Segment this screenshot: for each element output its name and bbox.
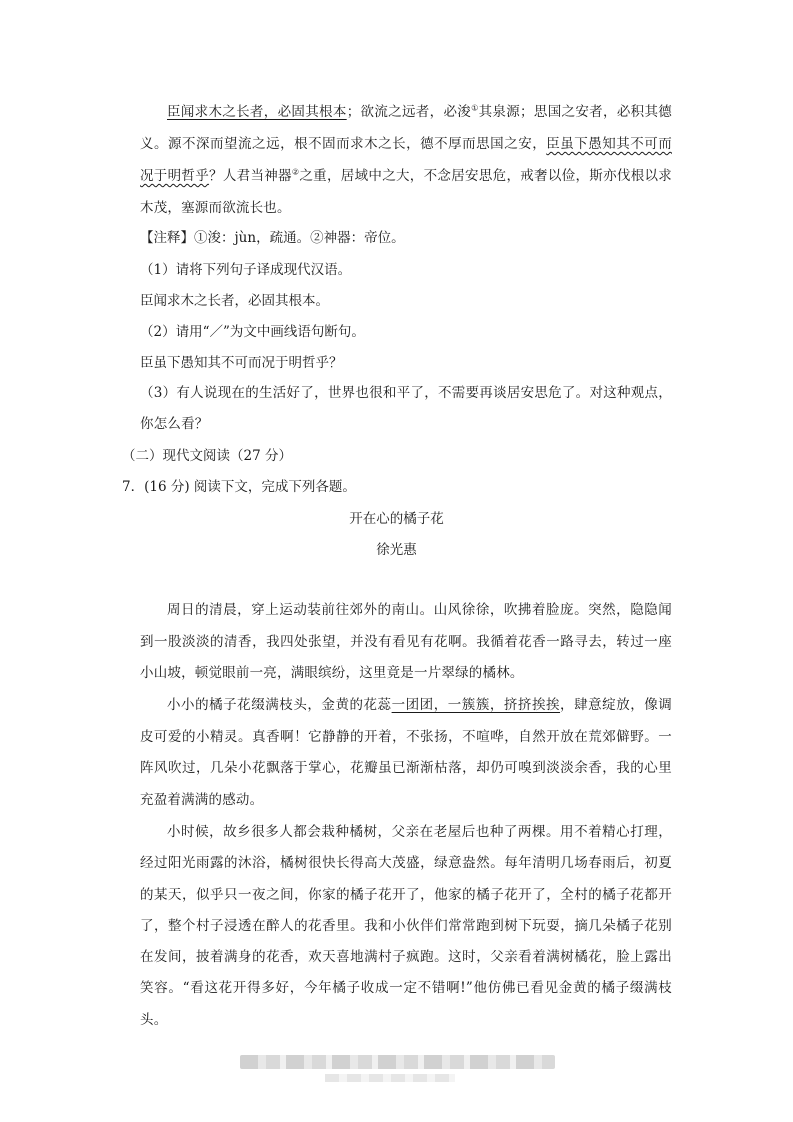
- question-7: 7．(16 分) 阅读下文，完成下列各题。: [122, 479, 356, 495]
- question-1: （1）请将下列句子译成现代汉语。: [140, 262, 352, 278]
- article-paragraph-3: 小时候，故乡很多人都会栽种橘树，父亲在老屋后也种了两棵。用不着精心打理，经过阳光雨露的沐浴，橘树很快长得高大茂盛，绿意盎然。每年清明几场春雨后，初夏的某天，似乎只一夜之间，你家的橘子花开了，他家的橘子花开了，全村的橘子花都开了，整个村子浸透在醉人的花香里。我和小伙伴们常常跑到树下玩耍，摘几朵橘子花别在发间，披着满身的花香，欢天喜地满村子疯跑。这时，父亲看着满树橘花，脸上露出笑容。“看这花开得多好，今年橘子收成一定不错啊!”他仿佛已看见金黄的橘子缀满枝头。: [140, 824, 672, 1028]
- annotation: 【注释】①浚：jùn，疏通。②神器：帝位。: [140, 230, 405, 246]
- wavy-underlined-sentence: 臣虽下愚知其不可而况于明哲乎: [140, 136, 672, 184]
- article-paragraph-2: [140, 690, 672, 816]
- question-3: （3）有人说现在的生活好了，世界也很和平了，不需要再谈居安思危了。对这种观点，你怎么看？: [140, 385, 672, 432]
- question-2-sentence: 臣虽下愚知其不可而况于明哲乎？: [140, 355, 343, 371]
- passage-text: 其泉源；思国之安者，必积其德义。源不深而望流之远，根不固而求木之长，德不厚而思国之安，: [140, 104, 672, 152]
- footnote-marker-2: ②: [291, 167, 300, 177]
- blurred-footer: [240, 1055, 555, 1069]
- underlined-sentence: 臣闻求木之长者，必固其根本: [167, 104, 347, 120]
- question-2: （2）请用“／”为文中画线语句断句。: [140, 324, 365, 340]
- paragraph-text: 小小的橘子花缀满枝头，金黄的花蕊: [167, 697, 392, 713]
- passage-text: 之重，居域中之大，不念居安思危，戒奢以俭，斯亦伐根以求木茂，塞源而欲流长也。: [140, 168, 673, 216]
- article-author: 徐光惠: [376, 542, 417, 558]
- question-1-sentence: 臣闻求木之长者，必固其根本。: [140, 293, 329, 309]
- article-title: 开在心的橘子花: [349, 511, 444, 527]
- article-paragraph-1: 周日的清晨，穿上运动装前往郊外的南山。山风徐徐，吹拂着脸庞。突然，隐隐闻到一股淡淡的清香，我四处张望，并没有看见有花啊。我循着花香一路寻去，转过一座小山坡，顿觉眼前一亮，满眼缤纷，这里竟是一片翠绿的橘林。: [140, 602, 672, 681]
- paragraph-text: ，肆意绽放，像调皮可爱的小精灵。真香啊！它静静的开着，不张扬，不喧哗，自然开放在荒郊僻野。一阵风吹过，几朵小花飘落于掌心，花瓣虽已渐渐枯落，却仍可嗅到淡淡余香，我的心里充盈着满满的感动。: [140, 697, 673, 808]
- passage-text: ；欲流之远者，必浚: [346, 104, 472, 120]
- underlined-phrase: 一团团，一簇簇，挤挤挨挨: [391, 697, 561, 713]
- classical-passage: [140, 96, 672, 224]
- blurred-footer-secondary: [325, 1074, 455, 1082]
- footnote-marker-1: ①: [471, 103, 479, 113]
- passage-text: ？人君当神器: [209, 168, 292, 184]
- section-header: （二）现代文阅读（27 分）: [122, 448, 292, 464]
